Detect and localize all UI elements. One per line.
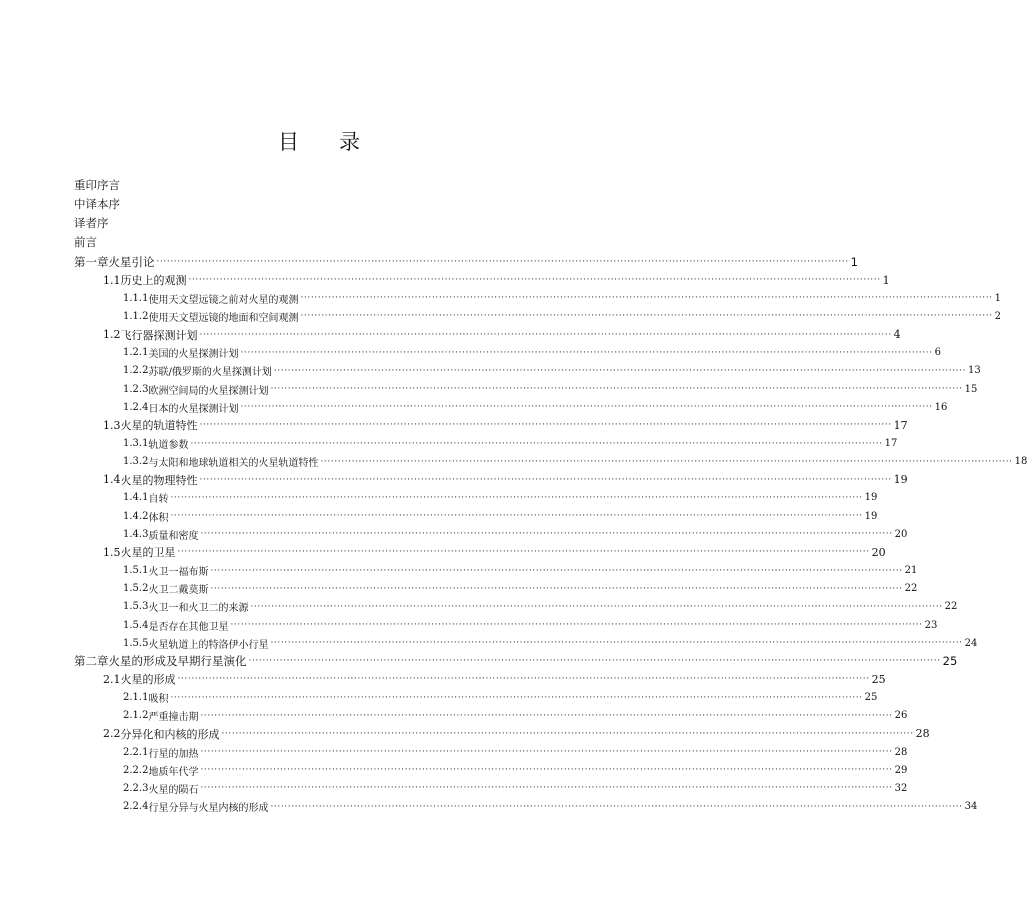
- toc-leader-dots: ········································································································································································································: [270, 638, 963, 649]
- toc-entry-page: 28: [915, 727, 930, 741]
- toc-leader-dots: ········································································································································································································: [250, 601, 943, 612]
- toc-entry-title: 火卫一福布斯: [148, 567, 209, 579]
- toc-entry-page: 25: [871, 672, 886, 686]
- toc-entry[interactable]: [123, 616, 938, 634]
- toc-leader-dots: ········································································································································································································: [320, 456, 1013, 467]
- toc-entry-number: 1.5: [103, 545, 121, 559]
- toc-entry-title: 地质年代学: [148, 766, 199, 778]
- toc-leader-dots: ········································································································································································································: [200, 747, 893, 758]
- toc-leader-dots: ········································································································································································································: [156, 257, 849, 267]
- toc-entry-number: 1.2: [103, 328, 121, 342]
- toc-entry-title: 美国的火星探测计划: [148, 349, 239, 361]
- toc-entry-page: 25: [942, 654, 958, 669]
- toc-entry[interactable]: [123, 779, 908, 797]
- toc-entry-number: 2.1: [103, 672, 121, 686]
- toc-leader-dots: ········································································································································································································: [240, 402, 933, 413]
- toc-entry-page: 21: [904, 565, 918, 577]
- toc-entry[interactable]: [123, 489, 878, 507]
- toc-entry-page: 13: [968, 365, 981, 377]
- toc-entry-number: 1.3: [103, 418, 121, 432]
- toc-entry[interactable]: [123, 453, 1027, 471]
- toc-entry[interactable]: [123, 289, 1001, 307]
- toc-entry[interactable]: [103, 326, 901, 344]
- toc-entry[interactable]: [123, 580, 918, 598]
- toc-entry-page: 16: [934, 401, 948, 413]
- toc-entry-page: 1: [882, 273, 890, 287]
- toc-entry[interactable]: [123, 380, 978, 398]
- toc-entry-page: 26: [894, 710, 908, 722]
- toc-entry[interactable]: [123, 598, 958, 616]
- toc-entry-title: 火卫一和火卫二的来源: [148, 603, 249, 615]
- toc-entry-title: 火星轨道上的特洛伊小行星: [148, 639, 269, 651]
- toc-entry-title: 使用天文望远镜的地面和空间观测: [148, 312, 299, 324]
- toc-entry-title: 与太阳和地球轨道相关的火星轨道特性: [148, 458, 319, 470]
- toc-entry-number: 1.3.1: [123, 438, 149, 449]
- toc-entry-number: 1.5.3: [123, 601, 149, 613]
- toc-entry-page: 19: [864, 510, 878, 522]
- toc-entry-title: 火卫二戴莫斯: [148, 585, 209, 597]
- toc-entry-title: 日本的火星探测计划: [148, 403, 239, 415]
- toc-entry-page: 1: [994, 292, 1001, 304]
- toc-leader-dots: ········································································································································································································: [200, 710, 893, 721]
- toc-entry-number: 1.2.3: [123, 383, 149, 395]
- toc-entry-title: 严重撞击期: [148, 712, 199, 724]
- toc-entry[interactable]: [123, 562, 918, 580]
- toc-entry-title: 使用天文望远镜之前对火星的观测: [148, 294, 299, 306]
- toc-leader-dots: ········································································································································································································: [199, 329, 892, 340]
- toc-leader-dots: ········································································································································································································: [200, 529, 893, 540]
- toc-entry-page: 4: [893, 328, 901, 342]
- toc-entry-page: 20: [894, 528, 908, 540]
- toc-leader-dots: ········································································································································································································: [177, 547, 870, 558]
- toc-entry-number: 1.2.1: [123, 347, 149, 359]
- toc-entry-page: 19: [893, 473, 908, 487]
- toc-entry-title: 自转: [148, 494, 169, 506]
- toc-entry-page: 28: [894, 746, 908, 758]
- toc-entry-page: 17: [893, 418, 908, 432]
- toc-entry-number: 2.1.2: [123, 710, 149, 722]
- toc-entry-title: 欧洲空间局的火星探测计划: [148, 385, 269, 397]
- toc-entry[interactable]: [123, 344, 941, 362]
- toc-entry-number: 1.1: [103, 273, 121, 287]
- toc-leader-dots: ········································································································································································································: [270, 801, 963, 812]
- toc-entry-number: 1.4.3: [123, 528, 149, 540]
- toc-leader-dots: ········································································································································································································: [230, 620, 923, 630]
- toc-leader-dots: ········································································································································································································: [199, 474, 892, 485]
- toc-entry-page: 32: [894, 782, 908, 794]
- toc-entry-title: 苏联/俄罗斯的火星探测计划: [148, 367, 272, 379]
- toc-leader-dots: ········································································································································································································: [240, 347, 933, 358]
- toc-entry-number: 2.2.4: [123, 801, 149, 812]
- toc-entry[interactable]: [123, 689, 878, 707]
- front-matter-reprint-preface[interactable]: 重印序言: [74, 178, 120, 192]
- toc-entry-title: 历史上的观测: [120, 274, 187, 288]
- toc-entry-title: 分异化和内核的形成: [120, 727, 220, 741]
- toc-entry-number: 2.2.2: [123, 764, 149, 776]
- toc-entry-title: 火星引论: [108, 255, 155, 269]
- toc-entry-number: 第一章: [74, 255, 109, 269]
- toc-entry-title: 火星的形成: [120, 673, 176, 687]
- toc-entry-number: 2.2.3: [123, 782, 149, 794]
- toc-leader-dots: ········································································································································································································: [190, 438, 883, 449]
- toc-entry-number: 1.2.2: [123, 365, 149, 377]
- toc-leader-dots: ········································································································································································································: [248, 656, 941, 667]
- toc-entry[interactable]: [123, 307, 1001, 325]
- toc-entry-title: 火星的轨道特性: [120, 419, 198, 433]
- toc-entry-number: 2.2: [103, 727, 121, 741]
- front-matter-chinese-preface[interactable]: 中译本序: [74, 197, 120, 211]
- toc-entry-title: 吸积: [148, 694, 169, 706]
- toc-entry-number: 1.5.1: [123, 565, 149, 577]
- toc-entry-page: 18: [1014, 456, 1027, 468]
- toc-entry-page: 24: [964, 637, 978, 649]
- toc-leader-dots: ········································································································································································································: [200, 765, 893, 776]
- toc-leader-dots: ········································································································································································································: [270, 384, 963, 395]
- toc-leader-dots: ········································································································································································································: [221, 728, 914, 739]
- toc-entry-number: 1.2.4: [123, 401, 149, 413]
- toc-entry-number: 1.1.1: [123, 292, 149, 304]
- toc-entry-page: 25: [864, 692, 878, 704]
- toc-leader-dots: ········································································································································································································: [188, 275, 881, 286]
- toc-entry-page: 1: [850, 255, 858, 269]
- toc-entry-title: 是否存在其他卫星: [148, 621, 229, 633]
- toc-entry[interactable]: [123, 362, 981, 380]
- toc-entry-number: 2.1.1: [123, 692, 149, 704]
- toc-entry[interactable]: [123, 707, 908, 725]
- toc-entry[interactable]: [123, 761, 908, 779]
- toc-leader-dots: ········································································································································································································: [199, 420, 892, 431]
- toc-entry-title: 轨道参数: [148, 440, 189, 451]
- toc-leader-dots: ········································································································································································································: [200, 783, 893, 794]
- toc-leader-dots: ········································································································································································································: [210, 565, 903, 576]
- toc-entry-number: 1.4: [103, 473, 121, 487]
- toc-entry-number: 1.4.1: [123, 492, 149, 504]
- toc-entry[interactable]: [103, 543, 886, 561]
- toc-entry-number: 第二章: [74, 654, 109, 669]
- toc-leader-dots: ········································································································································································································: [273, 365, 966, 376]
- toc-entry-number: 1.4.2: [123, 510, 149, 522]
- toc-entry-page: 34: [964, 801, 978, 812]
- toc-entry[interactable]: [123, 525, 908, 543]
- toc-entry[interactable]: [103, 670, 886, 688]
- toc-entry[interactable]: [123, 435, 898, 453]
- toc-entry[interactable]: [74, 652, 958, 670]
- toc-entry[interactable]: [74, 253, 858, 271]
- toc-entry-title: 火星的卫星: [120, 546, 176, 560]
- toc-entry[interactable]: [123, 398, 948, 416]
- toc-entry[interactable]: [123, 798, 978, 816]
- toc-entry-page: 17: [884, 438, 898, 449]
- toc-entry-page: 22: [944, 601, 958, 613]
- title-char-2: 录: [339, 130, 360, 154]
- toc-entry-page: 23: [924, 619, 938, 631]
- toc-entry-page: 2: [994, 310, 1001, 322]
- toc-entry[interactable]: [103, 725, 930, 743]
- toc-entry-page: 20: [871, 545, 886, 559]
- toc-leader-dots: ········································································································································································································: [170, 692, 863, 703]
- toc-entry-number: 1.5.4: [123, 619, 149, 631]
- toc-entry-number: 1.5.2: [123, 583, 149, 595]
- toc-entry[interactable]: [103, 271, 890, 289]
- title-char-1: 目: [278, 130, 299, 154]
- toc-leader-dots: ········································································································································································································: [300, 293, 993, 304]
- toc-leader-dots: ········································································································································································································: [170, 492, 863, 503]
- toc-entry-title: 行星分异与火星内核的形成: [148, 803, 269, 814]
- toc-entry-number: 1.5.5: [123, 637, 149, 649]
- toc-entry[interactable]: [123, 743, 908, 761]
- toc-leader-dots: ········································································································································································································: [170, 511, 863, 522]
- toc-entry-page: 19: [864, 492, 878, 504]
- toc-entry-title: 火星的形成及早期行星演化: [108, 654, 247, 669]
- toc-entry[interactable]: [123, 507, 878, 525]
- toc-entry[interactable]: [123, 634, 978, 652]
- toc-entry-number: 1.3.2: [123, 456, 149, 468]
- toc-entry-title: 火星的陨石: [148, 784, 199, 796]
- toc-leader-dots: ········································································································································································································: [177, 674, 870, 685]
- page-title: [0, 126, 638, 156]
- toc-leader-dots: ········································································································································································································: [210, 583, 903, 594]
- toc-leader-dots: ········································································································································································································: [300, 311, 993, 322]
- toc-entry-title: 行星的加热: [148, 748, 199, 760]
- toc-entry-title: 火星的物理特性: [120, 473, 198, 487]
- front-matter-translator-preface[interactable]: 译者序: [74, 216, 109, 230]
- toc-entry[interactable]: [103, 471, 908, 489]
- toc-entry-page: 29: [894, 764, 908, 776]
- toc-entry-title: 飞行器探测计划: [120, 328, 198, 342]
- front-matter-foreword[interactable]: 前言: [74, 235, 97, 249]
- toc-entry-page: 22: [904, 583, 918, 595]
- toc-entry-title: 体积: [148, 512, 169, 524]
- toc-entry-number: 1.1.2: [123, 310, 149, 322]
- toc-entry[interactable]: [103, 416, 908, 434]
- toc-entry-number: 2.2.1: [123, 746, 149, 758]
- toc-entry-page: 6: [934, 347, 941, 359]
- toc-entry-title: 质量和密度: [148, 530, 199, 542]
- toc-entry-page: 15: [964, 383, 978, 395]
